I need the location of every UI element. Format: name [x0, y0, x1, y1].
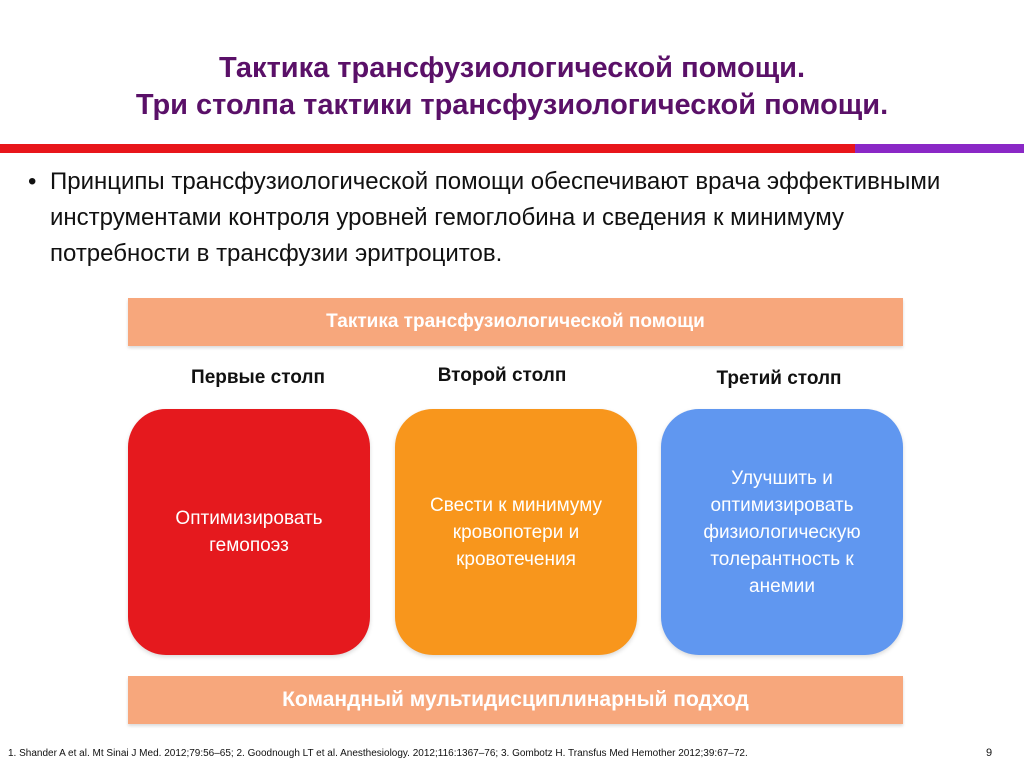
- title-line-2: Три столпа тактики трансфузиологической помощи.: [135, 89, 889, 121]
- pillar-1-box: [128, 409, 370, 655]
- pillar-2-label: Второй столп: [437, 365, 567, 386]
- bullet-text: Принципы трансфузиологической помощи обеспечивают врача эффективными инструментами контроля уровней гемоглобина и сведения к минимуму потребности в трансфузии эритроцитов.: [50, 168, 941, 267]
- pillar-1-text: Оптимизировать гемопоэз: [175, 508, 323, 556]
- title-line-1: Тактика трансфузиологической помощи.: [218, 52, 806, 84]
- pillar-2-box: [395, 409, 637, 655]
- bullet-marker: •: [28, 168, 37, 195]
- slide-title: [0, 50, 1024, 124]
- pillar-3-box: [661, 409, 903, 655]
- team-approach-band: Командный мультидисциплинарный подход: [128, 676, 903, 724]
- pillar-2-text: Свести к минимуму кровопотери и кровотечения: [430, 494, 602, 570]
- divider-red: [0, 144, 855, 153]
- pillar-3-text: Улучшить и оптимизировать физиологическую толерантность к анемии: [703, 467, 861, 597]
- footnote-references: 1. Shander A et al. Mt Sinai J Med. 2012;79:56–65; 2. Goodnough LT et al. Anesthesiology. 2012;116:1367–76; 3. Gombotz H. Transfus Med Hemother 2012;39:67–72.: [8, 748, 748, 759]
- pillar-1-label: Первые столп: [191, 367, 325, 388]
- tactics-header-band: Тактика трансфузиологической помощи: [128, 298, 903, 346]
- page-number: 9: [986, 747, 993, 759]
- pillar-3-label: Третий столп: [716, 368, 842, 389]
- divider-purple: [855, 144, 1024, 153]
